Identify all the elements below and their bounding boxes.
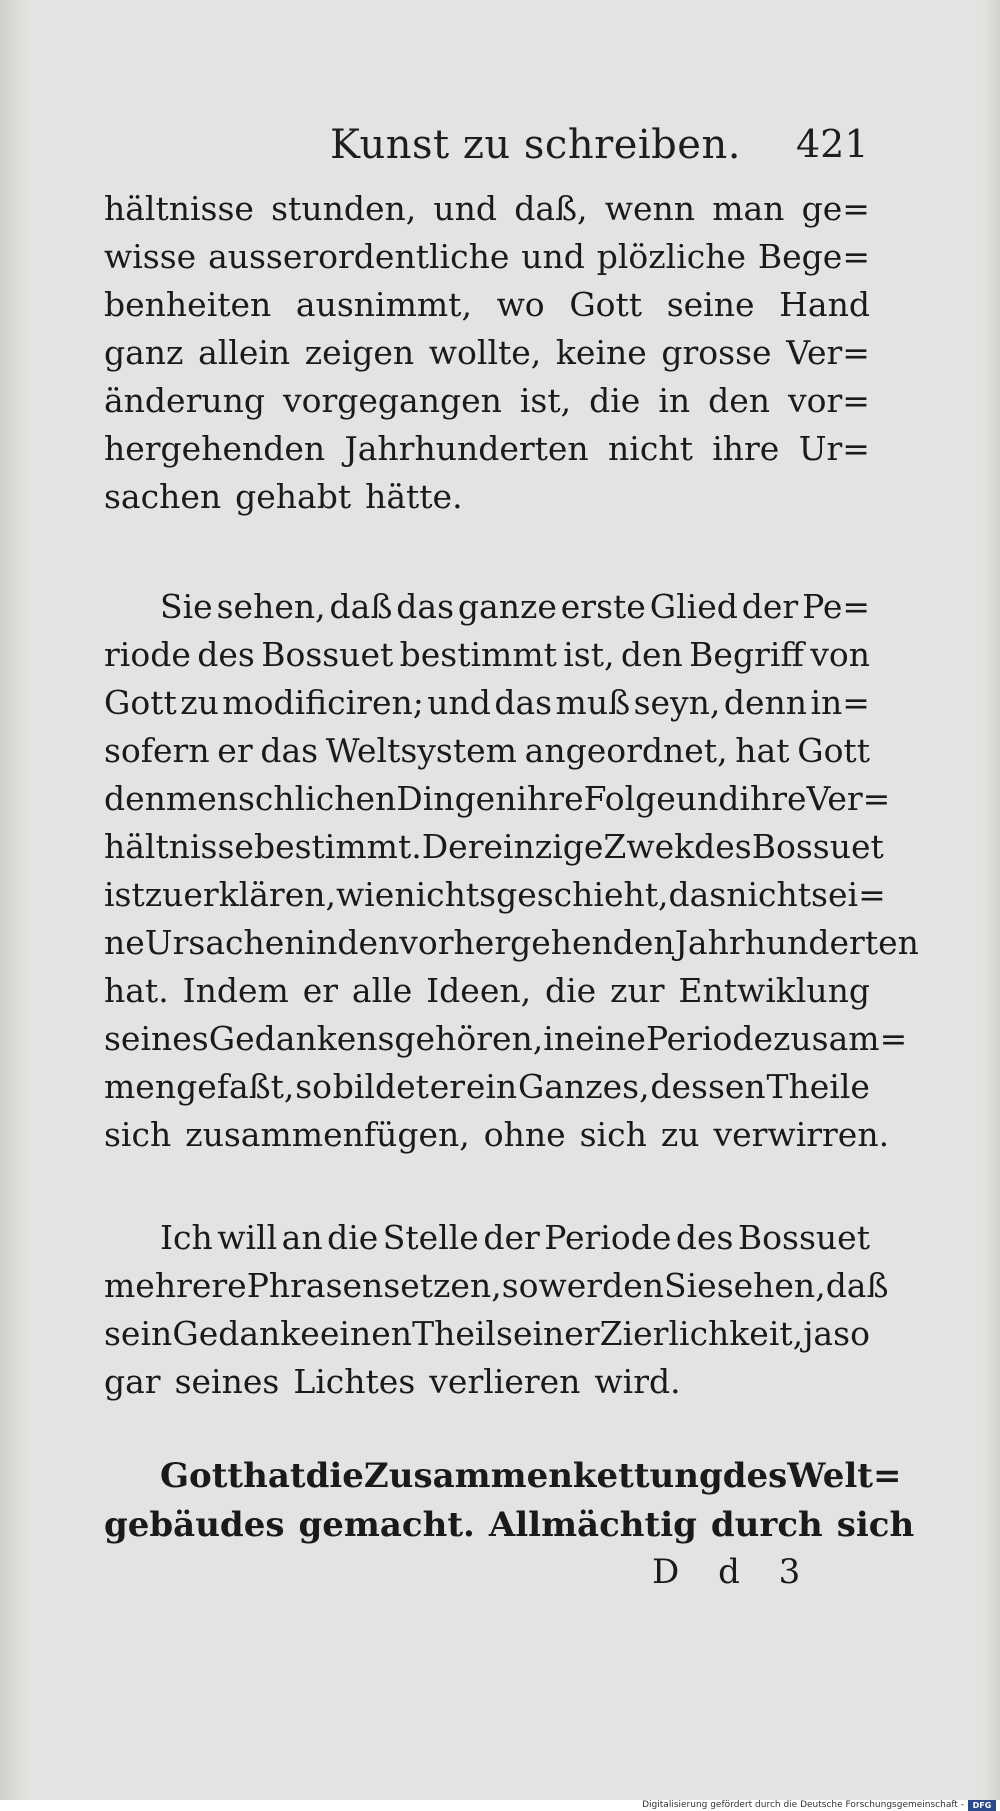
word: sofern (104, 731, 210, 770)
word: hat. (104, 971, 169, 1010)
page-header (0, 122, 1000, 182)
word: wollte, (428, 333, 542, 372)
word: ganz (104, 333, 184, 372)
word: Gott (569, 285, 643, 324)
paragraph (104, 583, 919, 1159)
word: ausnimmt, (295, 285, 472, 324)
word: er (429, 1067, 466, 1106)
word: die (589, 381, 641, 420)
word: mehrere (104, 1266, 247, 1305)
word: hältnisse (104, 189, 254, 228)
word: nichts (394, 875, 497, 914)
word: zu (144, 875, 184, 914)
word: man (712, 189, 785, 228)
text-line (104, 233, 870, 281)
word: hätte. (365, 477, 463, 516)
word: grosse (661, 333, 772, 372)
text-line (104, 1111, 890, 1159)
word: Zusammenkettung (363, 1456, 723, 1496)
text-line (104, 1214, 870, 1262)
word: gar (104, 1362, 161, 1401)
word: Pe= (802, 587, 870, 626)
word: ganze (457, 587, 557, 626)
word: ihre (516, 779, 584, 818)
text-line (104, 727, 870, 775)
word: Periode (645, 1019, 774, 1058)
word: Entwiklung (678, 971, 870, 1010)
word: alle (351, 971, 413, 1010)
word: Theil (412, 1314, 496, 1353)
word: Bossuet (261, 635, 394, 674)
word: benheiten (104, 285, 272, 324)
word: riode (104, 635, 191, 674)
word: sein (104, 1314, 173, 1353)
word: seyn, (633, 683, 721, 722)
word: Sie (160, 587, 213, 626)
text-line (104, 679, 870, 727)
word: vorhergehenden (399, 923, 675, 962)
word: Phrasen (246, 1266, 384, 1305)
word: Gott (160, 1456, 244, 1496)
word: zu (180, 683, 219, 722)
word: in (543, 1019, 576, 1058)
word: ist, (563, 635, 615, 674)
word: den (620, 635, 683, 674)
word: Hand (779, 285, 870, 324)
dfg-logo: DFG (968, 1800, 996, 1811)
word: mengefaßt, (104, 1067, 295, 1106)
word: daß (825, 1266, 889, 1305)
word: seines (104, 1019, 209, 1058)
word: zusam= (773, 1019, 908, 1058)
word: Gedankens (208, 1019, 395, 1058)
word: sei= (811, 875, 886, 914)
word: nicht (726, 875, 812, 914)
text-line (104, 919, 919, 967)
word: den (337, 923, 400, 962)
word: zu (660, 1115, 700, 1154)
word: Ver= (786, 333, 870, 372)
word: Jahrhunderten (344, 429, 589, 468)
word: des (694, 827, 752, 866)
word: muß (555, 683, 631, 722)
word: hergehenden (104, 429, 326, 468)
text-line (104, 473, 870, 521)
digitization-credit: Digitalisierung gefördert durch die Deutsche Forschungsgemeinschaft - (642, 1800, 964, 1810)
word: ihre (712, 429, 780, 468)
text-line (104, 281, 870, 329)
word: hat (243, 1456, 306, 1496)
word: hältnisse (104, 827, 254, 866)
word: nicht (608, 429, 693, 468)
word: Dingen (396, 779, 517, 818)
text-line (104, 967, 870, 1015)
text-line (104, 1310, 870, 1358)
word: Gott (104, 683, 177, 722)
word: Gedanke (172, 1314, 320, 1353)
word: Ver= (806, 779, 891, 818)
word: Lichtes (293, 1362, 416, 1401)
text-line (104, 425, 870, 473)
text-line (104, 1358, 870, 1406)
word: eine (575, 1019, 646, 1058)
word: Indem (182, 971, 289, 1010)
word: so (833, 1314, 870, 1353)
word: ein (465, 1067, 518, 1106)
word: wisse (104, 237, 197, 276)
text-line (104, 631, 870, 679)
word: in (658, 381, 691, 420)
text-line (104, 823, 884, 871)
word: einen (319, 1314, 412, 1353)
word: menschlichen (165, 779, 397, 818)
word: Allmächtig (488, 1505, 697, 1545)
word: die (327, 1218, 379, 1257)
word: Begriff (689, 635, 804, 674)
word: das (260, 731, 319, 770)
page-number: 421 (796, 122, 869, 166)
text-line (104, 185, 870, 233)
text-line (104, 1063, 870, 1111)
word: einzige (483, 827, 604, 866)
word: das (396, 587, 454, 626)
word: er (217, 731, 253, 770)
word: durch (710, 1505, 823, 1545)
word: denn (723, 683, 808, 722)
word: und (433, 189, 498, 228)
text-line (104, 1501, 915, 1550)
word: Zierlichkeit, (599, 1314, 804, 1353)
text-line (104, 377, 870, 425)
word: das (494, 683, 553, 722)
word: wenn (604, 189, 696, 228)
word: ihre (739, 779, 807, 818)
text-line (104, 871, 886, 919)
word: seines (174, 1362, 280, 1401)
word: seiner (496, 1314, 600, 1353)
text-line (104, 1452, 902, 1501)
word: ausserordentliche (208, 237, 510, 276)
word: gehabt (235, 477, 352, 516)
word: wird. (594, 1362, 681, 1401)
word: erklären, (183, 875, 336, 914)
word: Zwek (603, 827, 695, 866)
word: Bossuet (751, 827, 884, 866)
word: bildet (332, 1067, 429, 1106)
word: Ganzes, (517, 1067, 650, 1106)
word: der (741, 587, 799, 626)
word: daß (329, 587, 393, 626)
word: hat (735, 731, 790, 770)
word: den (708, 381, 771, 420)
word: Weltsystem (325, 731, 517, 770)
word: zusammenfügen, (185, 1115, 470, 1154)
word: ne (104, 923, 145, 962)
word: Theile (766, 1067, 870, 1106)
word: Der (421, 827, 484, 866)
word: sich (104, 1115, 172, 1154)
word: so (501, 1266, 539, 1305)
word: die (544, 971, 597, 1010)
word: gebäudes (104, 1505, 285, 1545)
paragraph (104, 1214, 889, 1406)
word: in (305, 923, 338, 962)
word: und (521, 237, 585, 276)
word: ist (104, 875, 145, 914)
word: dessen (650, 1067, 766, 1106)
text-line (104, 775, 891, 823)
word: wo (496, 285, 545, 324)
word: Bege= (757, 237, 870, 276)
word: Bossuet (737, 1218, 870, 1257)
paragraph (104, 1452, 915, 1550)
word: das (668, 875, 727, 914)
text-line (104, 583, 870, 631)
word: sich (836, 1505, 915, 1545)
word: in= (810, 683, 870, 722)
word: Ursachen (144, 923, 306, 962)
word: stunden, (271, 189, 417, 228)
word: keine (555, 333, 647, 372)
word: sachen (104, 477, 222, 516)
word: des (197, 635, 255, 674)
word: Ur= (798, 429, 870, 468)
word: vor= (788, 381, 870, 420)
word: so (295, 1067, 333, 1106)
word: allein (198, 333, 291, 372)
word: änderung (104, 381, 265, 420)
word: an (281, 1218, 323, 1257)
word: Periode (544, 1218, 672, 1257)
word: geschieht, (496, 875, 669, 914)
word: wie (335, 875, 395, 914)
word: werden (538, 1266, 664, 1305)
word: daß, (514, 189, 588, 228)
word: verwirren. (713, 1115, 890, 1154)
word: zeigen (304, 333, 415, 372)
word: bestimmt (399, 635, 557, 674)
word: Folge (583, 779, 676, 818)
word: will (217, 1218, 278, 1257)
text-line (104, 329, 870, 377)
word: Sie (663, 1266, 717, 1305)
word: sich (579, 1115, 647, 1154)
word: den (104, 779, 166, 818)
running-head: Kunst zu schreiben. (330, 122, 741, 168)
signature-mark: D d 3 (652, 1552, 815, 1592)
word: ohne (483, 1115, 566, 1154)
word: ist, (519, 381, 572, 420)
word: modificiren; (222, 683, 424, 722)
word: sehen, (216, 587, 326, 626)
word: sehen, (716, 1266, 826, 1305)
word: Stelle (382, 1218, 479, 1257)
word: vorgegangen (282, 381, 502, 420)
text-line (104, 1015, 908, 1063)
word: zur (610, 971, 665, 1010)
text-line (104, 1262, 889, 1310)
word: und (427, 683, 491, 722)
word: setzen, (383, 1266, 502, 1305)
word: Glied (649, 587, 738, 626)
word: plözliche (596, 237, 747, 276)
word: Welt= (787, 1456, 902, 1496)
word: erste (560, 587, 646, 626)
word: seine (666, 285, 755, 324)
word: die (305, 1456, 364, 1496)
word: Gott (797, 731, 870, 770)
word: Ich (160, 1218, 213, 1257)
paragraph (104, 185, 870, 521)
word: gehören, (394, 1019, 544, 1058)
word: Jahrhunderten (674, 923, 919, 962)
word: des (722, 1456, 788, 1496)
word: der (483, 1218, 540, 1257)
word: angeordnet, (524, 731, 728, 770)
word: ja (803, 1314, 834, 1353)
word: verlieren (429, 1362, 581, 1401)
word: und (675, 779, 740, 818)
word: Ideen, (426, 971, 532, 1010)
word: von (810, 635, 870, 674)
word: bestimmt. (253, 827, 422, 866)
word: ge= (801, 189, 870, 228)
word: er (302, 971, 339, 1010)
word: gemacht. (298, 1505, 475, 1545)
word: des (675, 1218, 734, 1257)
